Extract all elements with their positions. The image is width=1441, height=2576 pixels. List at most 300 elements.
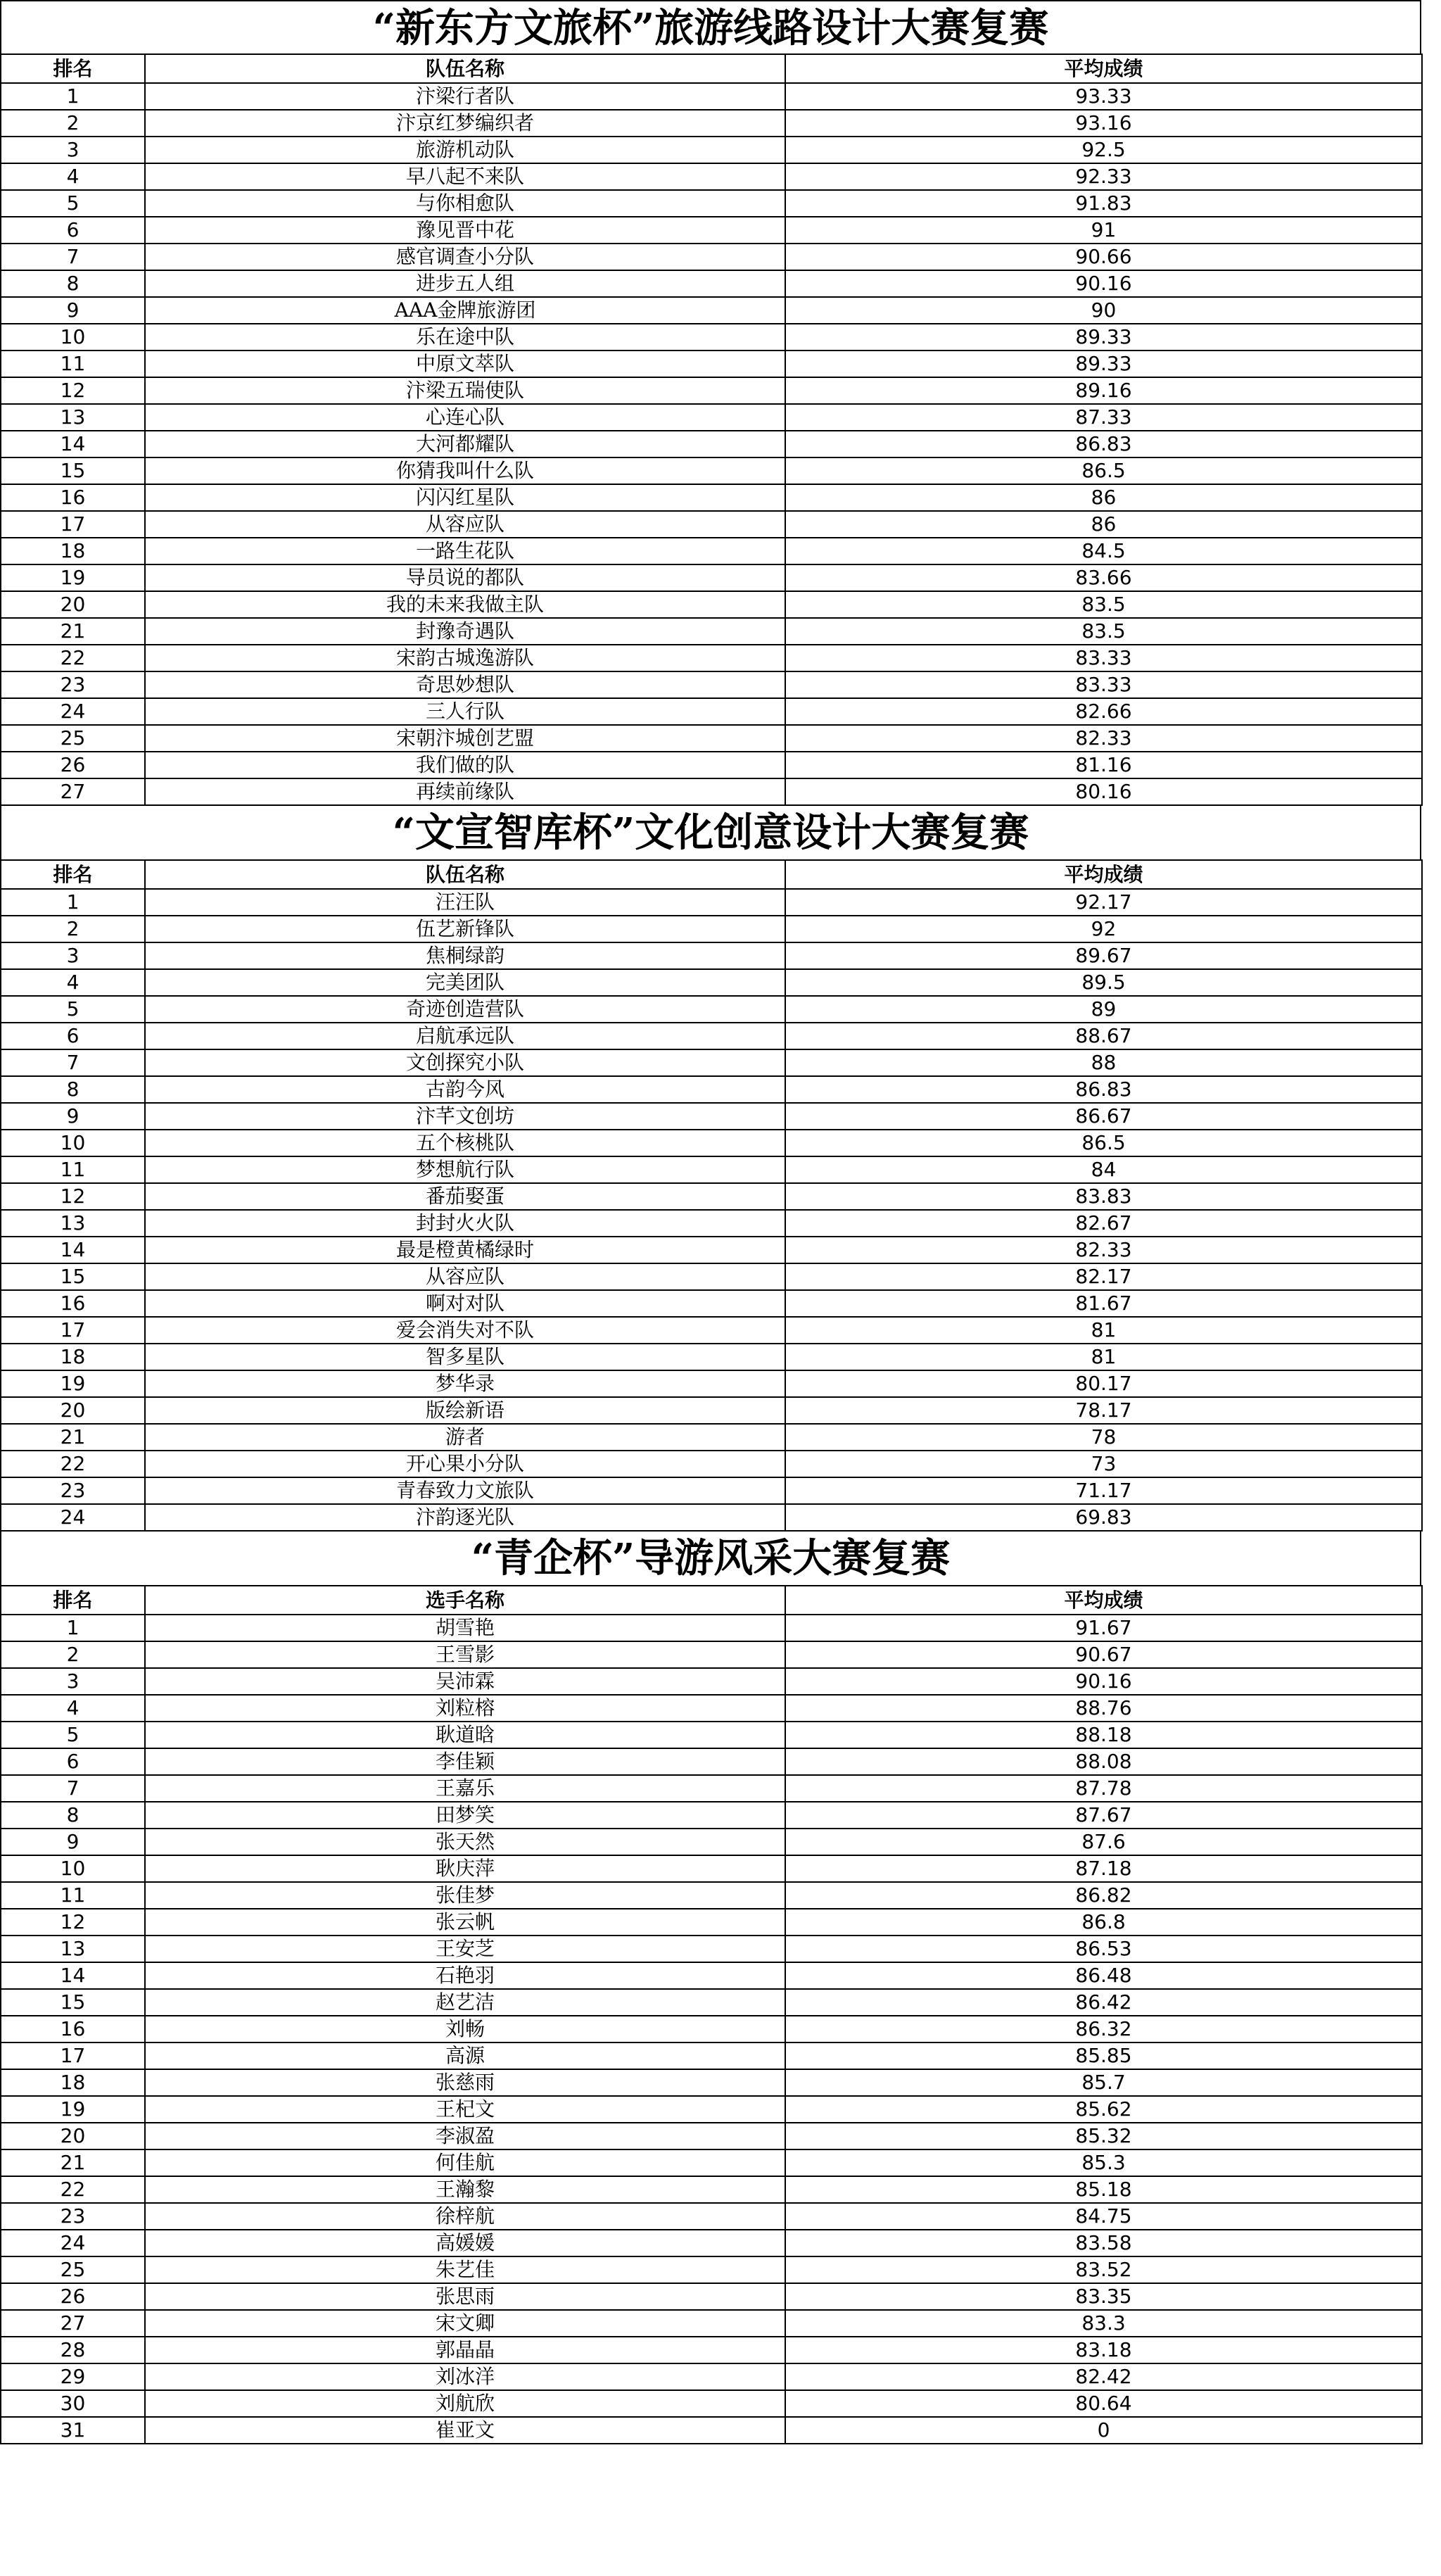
name-cell: 爱会消失对不队	[145, 1317, 785, 1344]
rank-cell: 27	[1, 778, 145, 805]
score-cell: 89.33	[785, 324, 1422, 351]
score-cell: 92.5	[785, 137, 1422, 163]
rank-cell: 23	[1, 671, 145, 698]
rank-cell: 9	[1, 1103, 145, 1130]
table-row	[1, 2149, 1422, 2176]
name-cell: 奇迹创造营队	[145, 996, 785, 1023]
rank-cell: 3	[1, 137, 145, 163]
rank-cell: 10	[1, 1855, 145, 1882]
name-cell: 汪汪队	[145, 889, 785, 916]
name-cell: 汴梁五瑞使队	[145, 377, 785, 404]
table-row	[1, 2069, 1422, 2096]
table-row	[1, 324, 1422, 351]
score-cell: 89.16	[785, 377, 1422, 404]
rank-cell: 12	[1, 377, 145, 404]
name-cell: 伍艺新锋队	[145, 916, 785, 942]
rank-cell: 11	[1, 1156, 145, 1183]
rank-cell: 7	[1, 244, 145, 270]
table-row	[1, 1290, 1422, 1317]
name-cell: 高媛媛	[145, 2230, 785, 2256]
table-row	[1, 889, 1422, 916]
name-cell: 张慈雨	[145, 2069, 785, 2096]
table-row	[1, 1668, 1422, 1695]
score-cell: 87.67	[785, 1802, 1422, 1829]
score-cell: 82.33	[785, 725, 1422, 752]
score-cell: 93.33	[785, 83, 1422, 110]
rank-cell: 14	[1, 1237, 145, 1263]
score-cell: 88.18	[785, 1722, 1422, 1748]
score-cell: 88.08	[785, 1748, 1422, 1775]
name-cell: 智多星队	[145, 1344, 785, 1370]
rank-cell: 16	[1, 1290, 145, 1317]
table-row	[1, 137, 1422, 163]
name-cell: 三人行队	[145, 698, 785, 725]
rank-cell: 3	[1, 942, 145, 969]
name-cell: 汴梁行者队	[145, 83, 785, 110]
name-cell: 刘畅	[145, 2016, 785, 2043]
name-cell: 高源	[145, 2043, 785, 2069]
table-row	[1, 83, 1422, 110]
score-cell: 83.18	[785, 2337, 1422, 2363]
name-cell: 张云帆	[145, 1909, 785, 1936]
rank-cell: 6	[1, 1023, 145, 1049]
name-cell: 王安芝	[145, 1936, 785, 1962]
table-row	[1, 1962, 1422, 1989]
table-row	[1, 1076, 1422, 1103]
section-title: “青企杯”导游风采大赛复赛	[0, 1532, 1421, 1585]
rank-cell: 4	[1, 969, 145, 996]
table-row	[1, 1855, 1422, 1882]
table-header-row	[1, 1586, 1422, 1615]
name-cell: 导员说的都队	[145, 564, 785, 591]
table-row	[1, 1451, 1422, 1477]
name-cell: 我的未来我做主队	[145, 591, 785, 618]
table-row	[1, 564, 1422, 591]
name-cell: 崔亚文	[145, 2417, 785, 2444]
rank-cell: 17	[1, 511, 145, 538]
name-cell: 闪闪红星队	[145, 484, 785, 511]
rank-cell: 21	[1, 1424, 145, 1451]
score-header: 平均成绩	[785, 1586, 1422, 1615]
rank-cell: 26	[1, 2283, 145, 2310]
table-row	[1, 1023, 1422, 1049]
name-cell: 宋朝汴城创艺盟	[145, 725, 785, 752]
table-row	[1, 351, 1422, 377]
score-cell: 78	[785, 1424, 1422, 1451]
rank-cell: 6	[1, 217, 145, 244]
name-cell: 张佳梦	[145, 1882, 785, 1909]
score-cell: 83.83	[785, 1183, 1422, 1210]
table-row	[1, 996, 1422, 1023]
name-cell: 王杞文	[145, 2096, 785, 2123]
rank-cell: 2	[1, 110, 145, 137]
table-row	[1, 1615, 1422, 1641]
name-cell: 汴韵逐光队	[145, 1504, 785, 1531]
table-row	[1, 1722, 1422, 1748]
name-cell: 耿庆萍	[145, 1855, 785, 1882]
table-row	[1, 1317, 1422, 1344]
score-cell: 83.3	[785, 2310, 1422, 2337]
rank-cell: 15	[1, 1263, 145, 1290]
rank-cell: 13	[1, 1936, 145, 1962]
name-cell: 郭晶晶	[145, 2337, 785, 2363]
rank-cell: 25	[1, 725, 145, 752]
rank-cell: 15	[1, 457, 145, 484]
table-row	[1, 1130, 1422, 1156]
name-cell: 古韵今风	[145, 1076, 785, 1103]
table-row	[1, 1424, 1422, 1451]
table-row	[1, 942, 1422, 969]
score-cell: 91.83	[785, 190, 1422, 217]
name-cell: 豫见晋中花	[145, 217, 785, 244]
score-cell: 82.66	[785, 698, 1422, 725]
table-row	[1, 2123, 1422, 2149]
table-row	[1, 671, 1422, 698]
name-cell: 王嘉乐	[145, 1775, 785, 1802]
table-row	[1, 431, 1422, 457]
table-row	[1, 2043, 1422, 2069]
table-row	[1, 2230, 1422, 2256]
rank-cell: 19	[1, 1370, 145, 1397]
table-row	[1, 645, 1422, 671]
score-cell: 89.67	[785, 942, 1422, 969]
rank-cell: 7	[1, 1775, 145, 1802]
table-row	[1, 1989, 1422, 2016]
table-row	[1, 1049, 1422, 1076]
name-cell: 啊对对队	[145, 1290, 785, 1317]
rank-cell: 31	[1, 2417, 145, 2444]
name-cell: 一路生花队	[145, 538, 785, 564]
table-row	[1, 2096, 1422, 2123]
rank-cell: 23	[1, 1477, 145, 1504]
score-cell: 85.32	[785, 2123, 1422, 2149]
name-cell: 徐梓航	[145, 2203, 785, 2230]
name-cell: 与你相愈队	[145, 190, 785, 217]
table-row	[1, 618, 1422, 645]
name-header: 队伍名称	[145, 860, 785, 889]
table-row	[1, 1829, 1422, 1855]
rank-cell: 28	[1, 2337, 145, 2363]
table-row	[1, 1477, 1422, 1504]
score-cell: 92.17	[785, 889, 1422, 916]
name-cell: 我们做的队	[145, 752, 785, 778]
score-cell: 86.53	[785, 1936, 1422, 1962]
table-row	[1, 2363, 1422, 2390]
score-cell: 86	[785, 484, 1422, 511]
table-row	[1, 1802, 1422, 1829]
score-cell: 85.7	[785, 2069, 1422, 2096]
table-row	[1, 1695, 1422, 1722]
rank-cell: 8	[1, 1076, 145, 1103]
table-row	[1, 2283, 1422, 2310]
rank-cell: 8	[1, 1802, 145, 1829]
score-cell: 82.17	[785, 1263, 1422, 1290]
score-cell: 86.48	[785, 1962, 1422, 1989]
name-header: 队伍名称	[145, 54, 785, 83]
table-row	[1, 2390, 1422, 2417]
score-cell: 80.16	[785, 778, 1422, 805]
name-cell: 李佳颖	[145, 1748, 785, 1775]
table-row	[1, 2417, 1422, 2444]
name-cell: 梦华录	[145, 1370, 785, 1397]
name-cell: 青春致力文旅队	[145, 1477, 785, 1504]
ranking-table	[0, 859, 1423, 1532]
table-row	[1, 1237, 1422, 1263]
name-cell: 封豫奇遇队	[145, 618, 785, 645]
score-cell: 92	[785, 916, 1422, 942]
score-cell: 86.83	[785, 1076, 1422, 1103]
rank-cell: 21	[1, 2149, 145, 2176]
rank-cell: 12	[1, 1183, 145, 1210]
score-cell: 81	[785, 1317, 1422, 1344]
score-cell: 81	[785, 1344, 1422, 1370]
score-cell: 87.78	[785, 1775, 1422, 1802]
rank-cell: 20	[1, 1397, 145, 1424]
score-cell: 69.83	[785, 1504, 1422, 1531]
name-cell: 旅游机动队	[145, 137, 785, 163]
rank-header: 排名	[1, 54, 145, 83]
name-cell: 心连心队	[145, 404, 785, 431]
rank-cell: 1	[1, 83, 145, 110]
name-cell: 最是橙黄橘绿时	[145, 1237, 785, 1263]
score-cell: 85.85	[785, 2043, 1422, 2069]
table-header-row	[1, 54, 1422, 83]
score-cell: 90	[785, 297, 1422, 324]
score-cell: 86.8	[785, 1909, 1422, 1936]
name-cell: 版绘新语	[145, 1397, 785, 1424]
name-cell: 进步五人组	[145, 270, 785, 297]
rank-cell: 10	[1, 324, 145, 351]
table-row	[1, 511, 1422, 538]
rank-cell: 24	[1, 1504, 145, 1531]
name-cell: AAA金牌旅游团	[145, 297, 785, 324]
name-cell: 番茄娶蛋	[145, 1183, 785, 1210]
rank-cell: 1	[1, 889, 145, 916]
score-cell: 89.33	[785, 351, 1422, 377]
table-row	[1, 1156, 1422, 1183]
name-cell: 大河都耀队	[145, 431, 785, 457]
rank-cell: 16	[1, 2016, 145, 2043]
table-row	[1, 2337, 1422, 2363]
score-cell: 85.3	[785, 2149, 1422, 2176]
table-row	[1, 752, 1422, 778]
name-cell: 何佳航	[145, 2149, 785, 2176]
name-cell: 王雪影	[145, 1641, 785, 1668]
name-cell: 赵艺洁	[145, 1989, 785, 2016]
name-cell: 刘粒榕	[145, 1695, 785, 1722]
score-cell: 0	[785, 2417, 1422, 2444]
table-row	[1, 1344, 1422, 1370]
rank-header: 排名	[1, 860, 145, 889]
score-cell: 90.16	[785, 270, 1422, 297]
rank-cell: 12	[1, 1909, 145, 1936]
score-cell: 82.67	[785, 1210, 1422, 1237]
table-row	[1, 217, 1422, 244]
score-cell: 90.67	[785, 1641, 1422, 1668]
table-row	[1, 1210, 1422, 1237]
name-cell: 文创探究小队	[145, 1049, 785, 1076]
score-cell: 83.52	[785, 2256, 1422, 2283]
name-cell: 朱艺佳	[145, 2256, 785, 2283]
table-row	[1, 377, 1422, 404]
score-cell: 93.16	[785, 110, 1422, 137]
name-cell: 焦桐绿韵	[145, 942, 785, 969]
score-cell: 85.62	[785, 2096, 1422, 2123]
table-row	[1, 1882, 1422, 1909]
rank-header: 排名	[1, 1586, 145, 1615]
score-cell: 80.64	[785, 2390, 1422, 2417]
name-cell: 王瀚黎	[145, 2176, 785, 2203]
score-cell: 87.6	[785, 1829, 1422, 1855]
table-row	[1, 457, 1422, 484]
rank-cell: 22	[1, 645, 145, 671]
score-cell: 82.42	[785, 2363, 1422, 2390]
rank-cell: 5	[1, 190, 145, 217]
rank-cell: 25	[1, 2256, 145, 2283]
table-row	[1, 725, 1422, 752]
rank-cell: 30	[1, 2390, 145, 2417]
ranking-table	[0, 53, 1423, 806]
score-cell: 83.35	[785, 2283, 1422, 2310]
rank-cell: 26	[1, 752, 145, 778]
table-row	[1, 1397, 1422, 1424]
score-cell: 88.76	[785, 1695, 1422, 1722]
table-row	[1, 1370, 1422, 1397]
score-cell: 89	[785, 996, 1422, 1023]
score-cell: 92.33	[785, 163, 1422, 190]
rank-cell: 17	[1, 1317, 145, 1344]
name-cell: 刘航欣	[145, 2390, 785, 2417]
score-cell: 83.33	[785, 645, 1422, 671]
rank-cell: 24	[1, 2230, 145, 2256]
score-cell: 83.58	[785, 2230, 1422, 2256]
rank-cell: 2	[1, 916, 145, 942]
table-row	[1, 1183, 1422, 1210]
table-row	[1, 1775, 1422, 1802]
score-cell: 87.18	[785, 1855, 1422, 1882]
name-cell: 游者	[145, 1424, 785, 1451]
table-row	[1, 2256, 1422, 2283]
rank-cell: 18	[1, 1344, 145, 1370]
rank-cell: 11	[1, 351, 145, 377]
name-cell: 从容应队	[145, 511, 785, 538]
score-cell: 86.42	[785, 1989, 1422, 2016]
rank-cell: 13	[1, 404, 145, 431]
table-row	[1, 2203, 1422, 2230]
table-row	[1, 1748, 1422, 1775]
rank-cell: 20	[1, 2123, 145, 2149]
table-row	[1, 163, 1422, 190]
rank-cell: 18	[1, 538, 145, 564]
score-cell: 73	[785, 1451, 1422, 1477]
score-cell: 87.33	[785, 404, 1422, 431]
name-cell: 汴芊文创坊	[145, 1103, 785, 1130]
name-cell: 刘冰洋	[145, 2363, 785, 2390]
name-cell: 田梦笑	[145, 1802, 785, 1829]
ranking-table	[0, 1585, 1423, 2444]
score-cell: 71.17	[785, 1477, 1422, 1504]
rank-cell: 2	[1, 1641, 145, 1668]
name-cell: 完美团队	[145, 969, 785, 996]
rank-cell: 27	[1, 2310, 145, 2337]
table-row	[1, 190, 1422, 217]
rank-cell: 3	[1, 1668, 145, 1695]
score-cell: 86.67	[785, 1103, 1422, 1130]
score-cell: 90.66	[785, 244, 1422, 270]
name-cell: 从容应队	[145, 1263, 785, 1290]
rank-cell: 13	[1, 1210, 145, 1237]
score-cell: 86.82	[785, 1882, 1422, 1909]
score-cell: 86.5	[785, 1130, 1422, 1156]
table-row	[1, 297, 1422, 324]
section-title: “新东方文旅杯”旅游线路设计大赛复赛	[0, 0, 1421, 53]
name-cell: 汴京红梦编织者	[145, 110, 785, 137]
name-cell: 你猜我叫什么队	[145, 457, 785, 484]
score-cell: 83.33	[785, 671, 1422, 698]
rank-cell: 24	[1, 698, 145, 725]
table-row	[1, 538, 1422, 564]
name-cell: 感官调查小分队	[145, 244, 785, 270]
score-cell: 89.5	[785, 969, 1422, 996]
rank-cell: 14	[1, 1962, 145, 1989]
rank-cell: 20	[1, 591, 145, 618]
rank-cell: 5	[1, 996, 145, 1023]
name-cell: 中原文萃队	[145, 351, 785, 377]
name-cell: 奇思妙想队	[145, 671, 785, 698]
name-cell: 再续前缘队	[145, 778, 785, 805]
score-header: 平均成绩	[785, 54, 1422, 83]
rank-cell: 15	[1, 1989, 145, 2016]
score-cell: 90.16	[785, 1668, 1422, 1695]
score-cell: 85.18	[785, 2176, 1422, 2203]
rank-cell: 8	[1, 270, 145, 297]
table-row	[1, 2310, 1422, 2337]
score-cell: 80.17	[785, 1370, 1422, 1397]
name-cell: 石艳羽	[145, 1962, 785, 1989]
table-row	[1, 244, 1422, 270]
table-header-row	[1, 860, 1422, 889]
score-cell: 91.67	[785, 1615, 1422, 1641]
rank-cell: 22	[1, 1451, 145, 1477]
table-row	[1, 270, 1422, 297]
table-row	[1, 1103, 1422, 1130]
name-cell: 张思雨	[145, 2283, 785, 2310]
table-row	[1, 1641, 1422, 1668]
name-cell: 耿道晗	[145, 1722, 785, 1748]
table-row	[1, 110, 1422, 137]
table-row	[1, 484, 1422, 511]
score-cell: 91	[785, 217, 1422, 244]
name-cell: 五个核桃队	[145, 1130, 785, 1156]
score-cell: 84.75	[785, 2203, 1422, 2230]
table-row	[1, 591, 1422, 618]
score-header: 平均成绩	[785, 860, 1422, 889]
name-cell: 封封火火队	[145, 1210, 785, 1237]
name-header: 选手名称	[145, 1586, 785, 1615]
name-cell: 胡雪艳	[145, 1615, 785, 1641]
score-cell: 81.67	[785, 1290, 1422, 1317]
rank-cell: 10	[1, 1130, 145, 1156]
name-cell: 张天然	[145, 1829, 785, 1855]
name-cell: 乐在途中队	[145, 324, 785, 351]
score-cell: 83.66	[785, 564, 1422, 591]
name-cell: 梦想航行队	[145, 1156, 785, 1183]
rank-cell: 1	[1, 1615, 145, 1641]
table-row	[1, 2016, 1422, 2043]
table-row	[1, 1936, 1422, 1962]
name-cell: 宋韵古城逸游队	[145, 645, 785, 671]
rank-cell: 16	[1, 484, 145, 511]
